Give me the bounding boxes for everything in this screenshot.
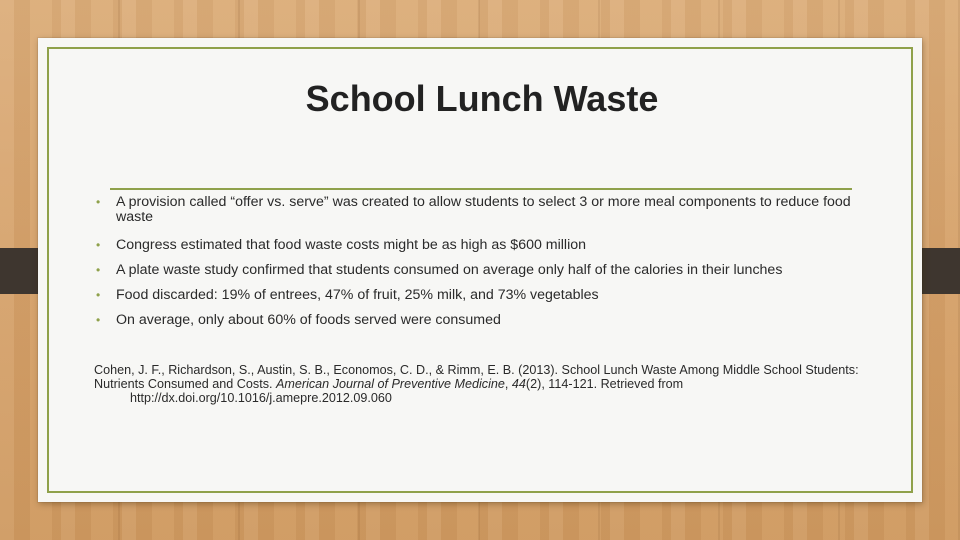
bullet-text: On average, only about 60% of foods served were consumed bbox=[116, 312, 501, 328]
citation-url: http://dx.doi.org/10.1016/j.amepre.2012.09.060 bbox=[130, 391, 392, 405]
slide-title: School Lunch Waste bbox=[305, 78, 659, 119]
citation-journal: American Journal of Preventive Medicine bbox=[276, 377, 505, 391]
bullet-icon: • bbox=[96, 313, 101, 327]
citation-volume: 44 bbox=[511, 377, 526, 391]
bullet-item bbox=[96, 238, 886, 253]
bullet-text: A provision called “offer vs. serve” was created to allow students to select 3 or more meal components to reduce food waste bbox=[116, 194, 851, 225]
bullet-icon: • bbox=[96, 195, 101, 209]
citation-authors-title: Cohen, J. F., Richardson, S., Austin, S. B., Economos, C. D., & Rimm, E. B. (2013). School Lunch Waste Among Middle School Students: Nutrients Consumed and Costs. bbox=[94, 363, 859, 391]
bullet-text: A plate waste study confirmed that students consumed on average only half of the calories in their lunches bbox=[116, 262, 783, 278]
bullet-text: Food discarded: 19% of entrees, 47% of fruit, 25% milk, and 73% vegetables bbox=[116, 287, 599, 303]
citation-separator: , bbox=[504, 377, 512, 391]
bullet-item bbox=[96, 195, 886, 225]
bullet-icon: • bbox=[96, 263, 101, 277]
title-divider bbox=[110, 188, 852, 190]
citation-issue-pages: (2), 114-121. Retrieved from bbox=[525, 377, 684, 391]
bullet-item bbox=[96, 288, 886, 303]
bullet-icon: • bbox=[96, 238, 101, 252]
slide-card bbox=[38, 38, 922, 502]
citation bbox=[94, 363, 894, 405]
bullet-list bbox=[96, 195, 886, 328]
bullet-text: Congress estimated that food waste costs might be as high as $600 million bbox=[116, 237, 587, 253]
bullet-item bbox=[96, 313, 886, 328]
bullet-item bbox=[96, 263, 886, 278]
bullet-icon: • bbox=[96, 288, 101, 302]
